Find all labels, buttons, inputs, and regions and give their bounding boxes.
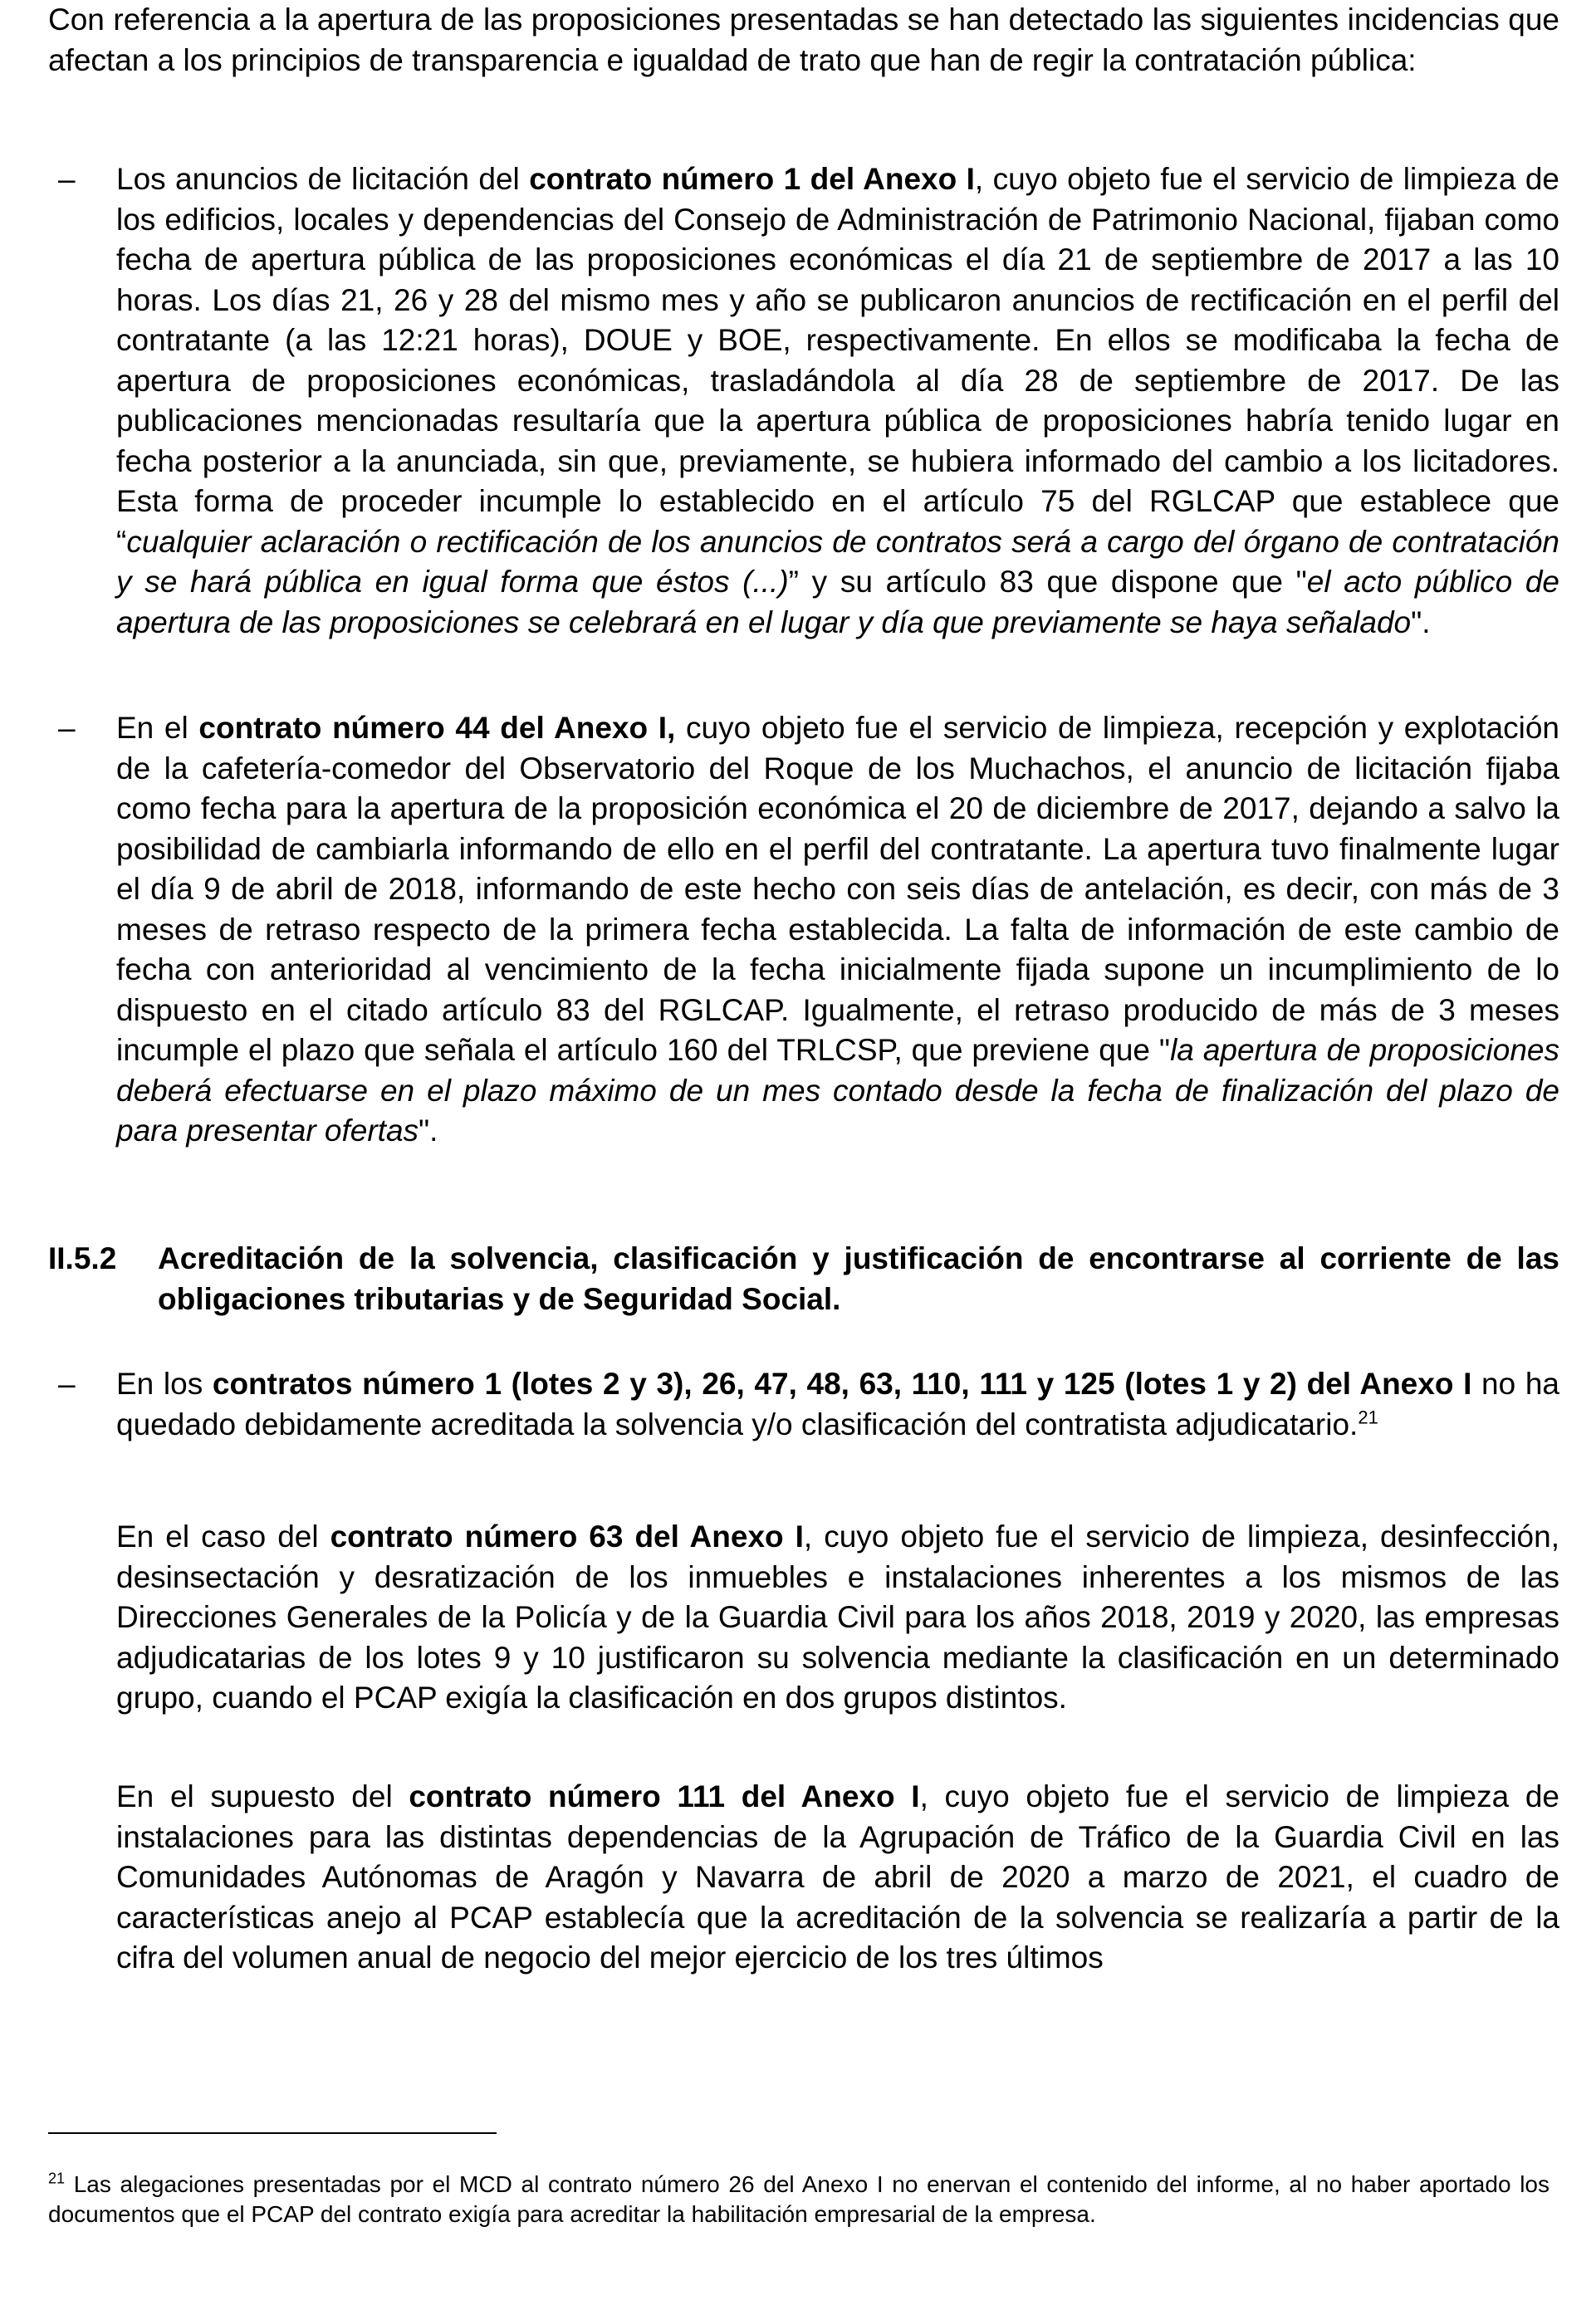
bullet-text: En los contratos número 1 (lotes 2 y 3), 26, 47, 48, 63, 110, 111 y 125 (lotes 1 y 2) del Anexo I no ha quedado debidamente acreditada la solvencia y/o clasificación del contratista adjudicatario.$^{21}$ [116,1367,1559,1441]
contract-reference: contrato número 44 del Anexo I, [198,711,676,745]
section-number: II.5.2 [48,1241,117,1275]
contract-reference: contrato número 111 del Anexo I [409,1779,920,1813]
bullet-text: En el contrato número 44 del Anexo I, cuyo objeto fue el servicio de limpieza, recepción y explotación de la cafetería-comedor del Observatorio del Roque de los Muchachos, el anuncio de licitación fijaba como fecha para la apertura de la proposición económica el 20 de diciembre de 2017, dejando a salvo la posibilidad de cambiarla informando de ello en el perfil del contratante. La apertura tuvo finalmente lugar el día 9 de abril de 2018, informando de este hecho con seis días de antelación, es decir, con más de 3 meses de retraso respecto de la primera fecha establecida. La falta de información de este cambio de fecha con anterioridad al vencimiento de la fecha inicialmente fijada supone un incumplimiento de lo dispuesto en el citado artículo 83 del RGLCAP. Igualmente, el retraso producido de más de 3 meses incumple el plazo que señala el artículo 160 del TRLCSP, que previene que "la apertura de proposiciones deberá efectuarse en el plazo máximo de un mes contado desde la fecha de finalización del plazo de para presentar ofertas". [116,711,1559,1148]
legal-quote: la apertura de proposiciones deberá efectuarse en el plazo máximo de un mes contado desde la fecha de finalización del plazo de para presentar ofertas [116,1033,1559,1148]
footnote-marker[interactable]: 21 [1358,1407,1378,1428]
contract-reference: contrato número 1 del Anexo I [529,162,975,196]
paragraph-contract-111: En el supuesto del contrato número 111 del Anexo I, cuyo objeto fue el servicio de limpieza de instalaciones para las distintas dependencias de la Agrupación de Tráfico de la Guardia Civil en las Comunidades Autónomas de Aragón y Navarra de abril de 2020 a marzo de 2021, el cuadro de características anejo al PCAP establecía que la acreditación de la solvencia se realizaría a partir de la cifra del volumen anual de negocio del mejor ejercicio de los tres últimos [116,1779,1560,1975]
bullet-dash: – [58,162,76,196]
bullet-dash: – [58,1367,76,1401]
footnote [48,2170,1549,2229]
intro-paragraph: Con referencia a la apertura de las proposiciones presentadas se han detectado las siguientes incidencias que afectan a los principios de transparencia e igualdad de trato que han de regir la contratación pública: [48,2,1559,77]
legal-quote: cualquier aclaración o rectificación de los anuncios de contratos será a cargo del órgano de contratación y se hará pública en igual forma que éstos (...) [116,524,1559,599]
bullet-dash: – [58,711,76,745]
legal-quote: el acto público de apertura de las proposiciones se celebrará en el lugar y día que previamente se haya señalado [116,565,1559,639]
bullet-text: Los anuncios de licitación del contrato número 1 del Anexo I, cuyo objeto fue el servicio de limpieza de los edificios, locales y dependencias del Consejo de Administración de Patrimonio Nacional, fijaban como fecha de apertura pública de las proposiciones económicas el día 21 de septiembre de 2017 a las 10 horas. Los días 21, 26 y 28 del mismo mes y año se publicaron anuncios de rectificación en el perfil del contratante (a las 12:21 horas), DOUE y BOE, respectivamente. En ellos se modificaba la fecha de apertura de proposiciones económicas, trasladándola al día 28 de septiembre de 2017. De las publicaciones mencionadas resultaría que la apertura pública de proposiciones habría tenido lugar en fecha posterior a la anunciada, sin que, previamente, se hubiera informado del cambio a los licitadores. Esta forma de proceder incumple lo establecido en el artículo 75 del RGLCAP que establece que “cualquier aclaración o rectificación de los anuncios de contratos será a cargo del órgano de contratación y se hará pública en igual forma que éstos (...)” y su artículo 83 que dispone que "el acto público de apertura de las proposiciones se celebrará en el lugar y día que previamente se haya señalado". [116,162,1559,639]
footnote-separator [48,2132,497,2134]
section-title: Acreditación de la solvencia, clasificación y justificación de encontrarse al corriente de las obligaciones tributarias y de Seguridad Social. [158,1241,1559,1316]
contract-reference: contrato número 63 del Anexo I [330,1520,804,1554]
contract-reference: contratos número 1 (lotes 2 y 3), 26, 47, 48, 63, 110, 111 y 125 (lotes 1 y 2) del Anexo I [212,1367,1472,1401]
footnote-text: Las alegaciones presentadas por el MCD al contrato número 26 del Anexo I no enervan el contenido del informe, al no haber aportado los documentos que el PCAP del contrato exigía para acreditar la habilitación empresarial de la empresa. [48,2171,1549,2227]
paragraph-contract-63: En el caso del contrato número 63 del Anexo I, cuyo objeto fue el servicio de limpieza, desinfección, desinsectación y desratización de los inmuebles e instalaciones inherentes a los mismos de las Direcciones Generales de la Policía y de la Guardia Civil para los años 2018, 2019 y 2020, las empresas adjudicatarias de los lotes 9 y 10 justificaron su solvencia mediante la clasificación en un determinado grupo, cuando el PCAP exigía la clasificación en dos grupos distintos. [116,1520,1559,1715]
footnote-number: 21 [48,2170,66,2187]
